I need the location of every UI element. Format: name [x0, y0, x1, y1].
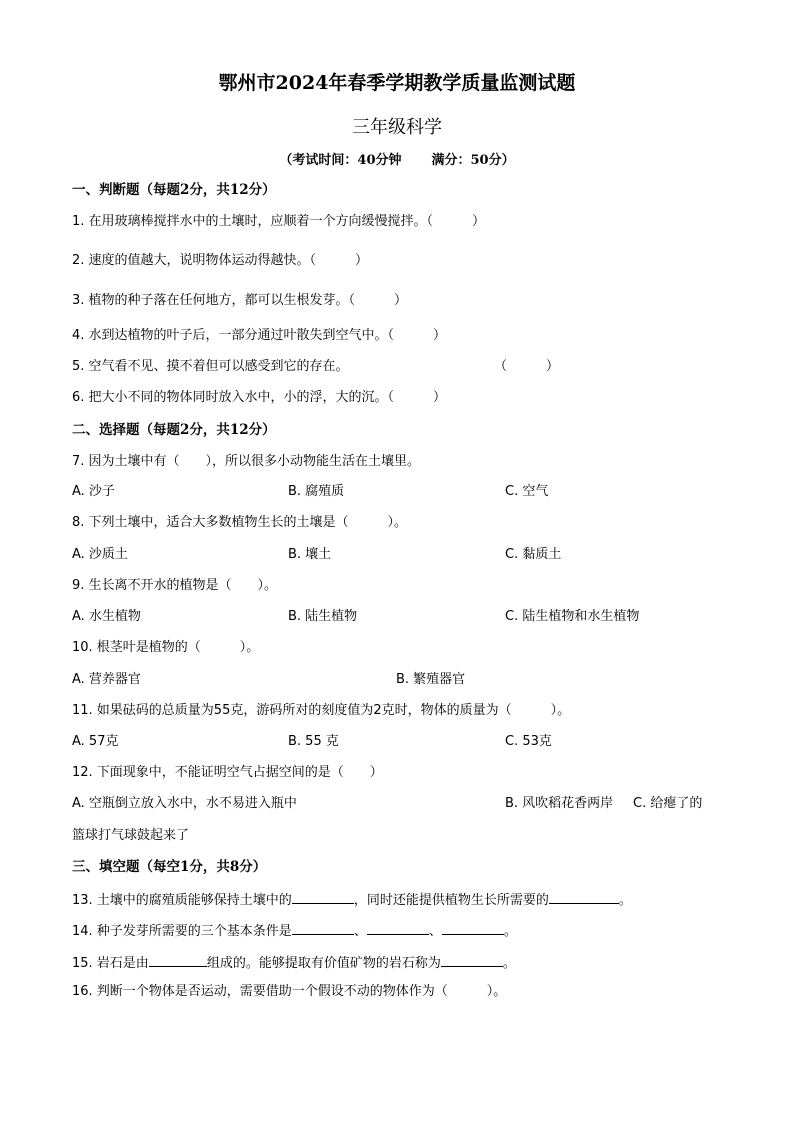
- q15-text-3: 。: [502, 956, 516, 971]
- q13-text-2: ，同时还能提供植物生长所需要的: [353, 893, 549, 908]
- question-10: 10. 根茎叶是植物的（ ）。: [72, 640, 260, 655]
- q11-option-a: A. 57克: [72, 734, 119, 749]
- q10-option-a: A. 营养器官: [72, 672, 141, 687]
- question-4: 4. 水到达植物的叶子后，一部分通过叶散失到空气中。（ ）: [72, 328, 447, 343]
- q9-option-c: C. 陆生植物和水生植物: [505, 609, 640, 624]
- q12-option-b: B. 风吹稻花香两岸: [505, 796, 614, 811]
- question-5-answer-paren: （ ）: [494, 359, 560, 374]
- exam-subtitle: 三年级科学: [352, 117, 442, 138]
- q8-option-a: A. 沙质土: [72, 547, 128, 562]
- q13-blank-1[interactable]: [292, 889, 354, 904]
- question-6: 6. 把大小不同的物体同时放入水中，小的浮，大的沉。（ ）: [72, 390, 447, 405]
- question-14: [72, 920, 517, 941]
- question-7: 7. 因为土壤中有（ ），所以很多小动物能生活在土壤里。: [72, 454, 421, 469]
- q15-blank-2[interactable]: [441, 952, 503, 967]
- question-5: 5. 空气看不见、摸不着但可以感受到它的存在。: [72, 359, 349, 374]
- question-12: 12. 下面现象中，不能证明空气占据空间的是（ ）: [72, 765, 383, 780]
- q8-option-c: C. 黏质土: [505, 547, 562, 562]
- q14-blank-2[interactable]: [367, 920, 429, 935]
- question-16: 16. 判断一个物体是否运动，需要借助一个假设不动的物体作为（ ）。: [72, 984, 507, 999]
- question-9: 9. 生长离不开水的植物是（ ）。: [72, 578, 278, 593]
- q7-option-a: A. 沙子: [72, 484, 115, 499]
- exam-info: [0, 149, 794, 168]
- question-8: 8. 下列土壤中，适合大多数植物生长的土壤是（ ）。: [72, 515, 408, 530]
- q8-option-b: B. 壤土: [288, 547, 332, 562]
- q12-option-c: C. 给瘪了的: [633, 796, 703, 811]
- q14-text-1: 14. 种子发芽所需要的三个基本条件是: [72, 924, 292, 939]
- question-1: 1. 在用玻璃棒搅拌水中的土壤时，应顺着一个方向缓慢搅拌。（ ）: [72, 214, 486, 229]
- q13-text-3: 。: [618, 893, 632, 908]
- question-3: 3. 植物的种子落在任何地方，都可以生根发芽。（ ）: [72, 293, 408, 308]
- question-11: 11. 如果砝码的总质量为55克，游码所对的刻度值为2克时，物体的质量为（ ）。: [72, 703, 571, 718]
- q7-option-c: C. 空气: [505, 484, 549, 499]
- question-13: [72, 889, 632, 910]
- q7-option-b: B. 腐殖质: [288, 484, 345, 499]
- q14-separator-2: 、: [428, 924, 442, 939]
- question-15: [72, 952, 516, 973]
- q11-option-b: B. 55 克: [288, 734, 339, 749]
- q14-blank-3[interactable]: [442, 920, 504, 935]
- q12-option-a: A. 空瓶倒立放入水中，水不易进入瓶中: [72, 796, 297, 811]
- q9-option-a: A. 水生植物: [72, 609, 141, 624]
- q15-blank-1[interactable]: [149, 952, 207, 967]
- q11-option-c: C. 53克: [505, 734, 552, 749]
- question-2: 2. 速度的值越大，说明物体运动得越快。（ ）: [72, 253, 369, 268]
- q13-text-1: 13. 土壤中的腐殖质能够保持土壤中的: [72, 893, 292, 908]
- q15-text-2: 组成的。能够提取有价值矿物的岩石称为: [206, 956, 441, 971]
- q15-text-1: 15. 岩石是由: [72, 956, 149, 971]
- q10-option-b: B. 繁殖器官: [396, 672, 466, 687]
- section-choice-heading: 二、选择题（每题2分，共12分）: [72, 422, 276, 438]
- q14-separator-1: 、: [353, 924, 367, 939]
- exam-time: （考试时间：40分钟: [279, 153, 402, 168]
- exam-title: 鄂州市2024年春季学期教学质量监测试题: [218, 72, 576, 94]
- section-judgement-heading: 一、判断题（每题2分，共12分）: [72, 182, 276, 198]
- section-fill-blank-heading: 三、填空题（每空1分，共8分）: [72, 859, 267, 875]
- full-score: 满分：50分）: [431, 153, 515, 168]
- q14-text-2: 。: [503, 924, 517, 939]
- q12-option-c-continued: 篮球打气球鼓起来了: [72, 828, 190, 843]
- q13-blank-2[interactable]: [549, 889, 619, 904]
- q14-blank-1[interactable]: [292, 920, 354, 935]
- q9-option-b: B. 陆生植物: [288, 609, 358, 624]
